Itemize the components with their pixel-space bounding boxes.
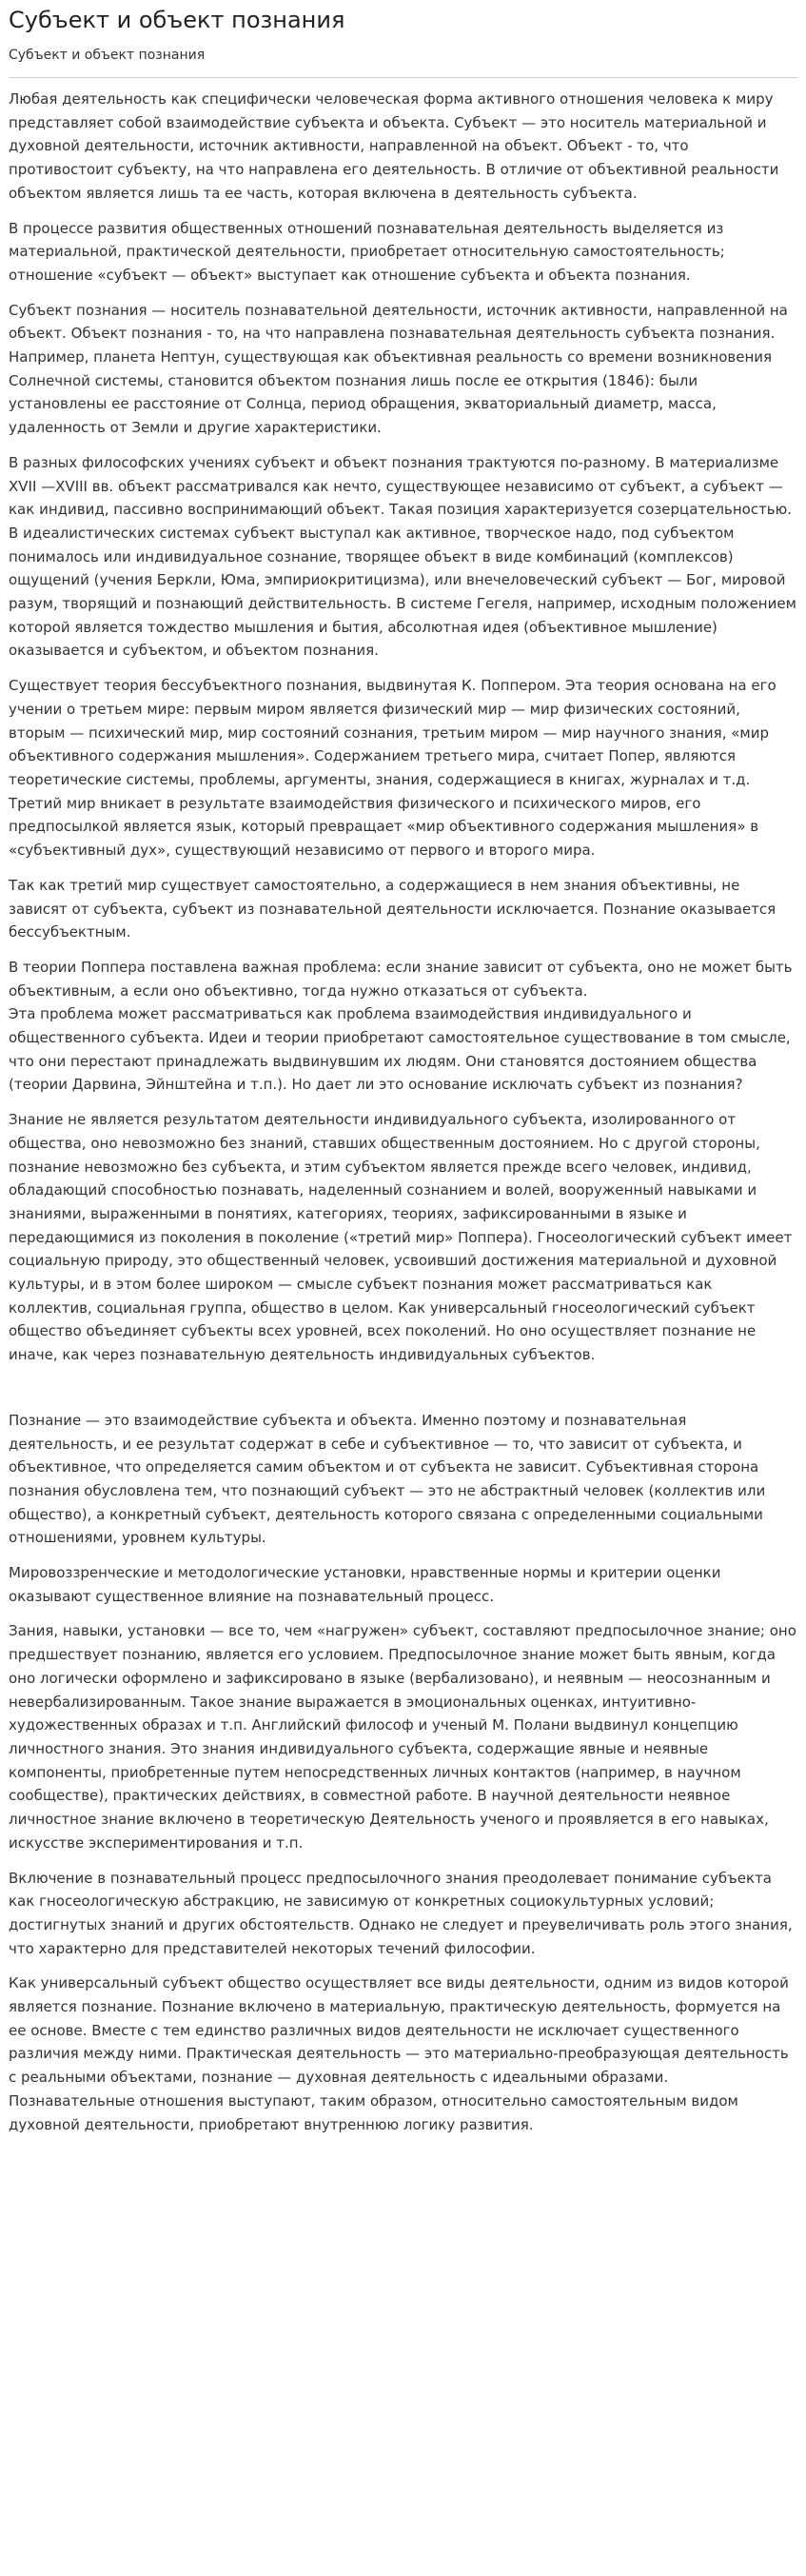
paragraph: Существует теория бессубъектного познания, выдвинутая К. Поппером. Эта теория основана на его учении о третьем мире: первым миром является физический мир — мир физических состояний, вторым — психический мир, мир состояний сознания, третьим миром — мир научного знания, «мир объективного содержания мышления». Содержанием третьего мира, считает Попер, являются теоретические системы, проблемы, аргументы, знания, содержащиеся в книгах, журналах и т.д. Третий мир вникает в результате взаимодействия физического и психического миров, его предпосылкой является язык, который превращает «мир объективного содержания мышления» в «субъективный дух», существующий независимо от первого и второго мира. bbox=[9, 677, 777, 860]
paragraph: Как универсальный субъект общество осуществляет все виды деятельности, одним из видов которой является познание. Познание включено в материальную, практическую деятельность, формуется на ее основе. Вместе с тем единство различных видов деятельности не исключает существенного различия между ними. Практическая деятельность — это материально-преобразующая деятельность с реальными объектами, познание — духовная деятельность с идеальными образами. Познавательные отношения выступают, таким образом, относительно самостоятельным видом духовной деятельности, приобретают внутреннюю логику развития. bbox=[9, 1974, 789, 2133]
paragraph: Субъект познания — носитель познавательной деятельности, источник активности, направленной на объект. Объект познания - то, на что направлена познавательная деятельность субъекта познания. Например, планета Нептун, существующая как объективная реальность со времени возникновения Солнечной системы, становится объектом познания лишь после ее открытия (1846): были установлены ее расстояние от Солнца, период обращения, экваториальный диаметр, масса, удаленность от Земли и другие характеристики. bbox=[9, 301, 788, 437]
article-subtitle: Субъект и объект познания bbox=[9, 48, 206, 63]
paragraph: Мировоззренческие и методологические установки, нравственные нормы и критерии оценки оказывают существенное влияние на познавательный процесс. bbox=[9, 1564, 721, 1605]
paragraph: Знание не является результатом деятельности индивидуального субъекта, изолированного от общества, оно невозможно без знаний, ставших общественным достоянием. Но с другой стороны, познание невозможно без субъекта, и этим субъектом является прежде всего человек, индивид, обладающий способностью познавать, наделенный сознанием и волей, вооруженный навыками и знаниями, выраженными в понятиях, категориях, теориях, зафиксированными в языке и передающимися из поколения в поколение («третий мир» Поппера). Гносеологический субъект имеет социальную природу, это общественный человек, усвоивший достижения материальной и духовной культуры, и в этом более широком — смысле субъект познания может рассматриваться как коллектив, социальная группа, общество в целом. Как универсальный гносеологический субъект общество объединяет субъекты всех уровней, всех поколений. Но оно осуществляет познание не иначе, как через познавательную деятельность индивидуальных субъектов. bbox=[9, 1111, 793, 1364]
page-title: Субъект и объект познания bbox=[9, 7, 345, 33]
paragraph: Включение в познавательный процесс предпосылочного знания преодолевает понимание субъекта как гносеологическую абстракцию, не зависимую от конкретных социокультурных условий; достигнутых знаний и других обстоятельств. Однако не следует и преувеличивать роль этого знания, что характерно для представителей некоторых течений философии. bbox=[9, 1869, 793, 1957]
paragraph: Познание — это взаимодействие субъекта и объекта. Именно поэтому и познавательная деятельность, и ее результат содержат в себе и субъективное — то, что зависит от субъекта, и объективное, что определяется самим объектом и от субъекта не зависит. Субъективная сторона познания обусловлена тем, что познающий субъект — это не абстрактный человек (коллектив или общество), а конкретный субъект, деятельность которого связана с определенными социальными отношениями, уровнем культуры. bbox=[9, 1411, 766, 1547]
paragraph: Зания, навыки, установки — все то, чем «нагружен» субъект, составляют предпосылочное знание; оно предшествует познанию, является его условием. Предпосылочное знание может быть явным, когда оно логически оформлено и зафиксировано в языке (вербализовано), и неявным — неосознанным и невербализированным. Такое знание выражается в эмоциональных оценках, интуитивно-художественных образах и т.п. Английский философ и ученый М. Полани выдвинул концепцию личностного знания. Это знания индивидуального субъекта, содержащие явные и неявные компоненты, приобретенные путем непосредственных личных контактов (например, в научном сообществе), практических действиях, в совместной работе. В научной деятельности неявное личностное знание включено в теоретическую Деятельность ученого и проявляется в его навыках, искусстве экспериментирования и т.п. bbox=[9, 1622, 796, 1852]
paragraph: Эта проблема может рассматриваться как проблема взаимодействия индивидуального и общественного субъекта. Идеи и теории приобретают самостоятельное существование в том смысле, что они перестают принадлежать выдвинувшим их людям. Они становятся достоянием общества (теории Дарвина, Эйнштейна и т.п.). Но дает ли это основание исключать субъект из познания? bbox=[9, 1005, 791, 1094]
paragraph: В теории Поппера поставлена важная проблема: если знание зависит от субъекта, оно не может быть объективным, а если оно объективно, тогда нужно отказаться от субъекта. bbox=[9, 958, 793, 1000]
paragraph: В разных философских учениях субъект и объект познания трактуются по-разному. В материализме XVII —XVIII вв. объект рассматривался как нечто, существующее независимо от субъект, а субъект — как индивид, пассивно воспринимающий объект. Такая позиция характеризуется созерцательностью. В идеалистических системах субъект выступал как активное, творческое надо, под субъектом понималось или индивидуальное сознание, творящее объект в виде комбинаций (комплексов) ощущений (учения Беркли, Юма, эмпириокритицизма), или внечеловеческий субъект — Бог, мировой разум, творящий и познающий действительность. В системе Гегеля, например, исходным положением которой является тождество мышления и бытия, абсолютная идея (объективное мышление) оказывается и субъектом, и объектом познания. bbox=[9, 453, 796, 660]
paragraph: Любая деятельность как специфически человеческая форма активного отношения человека к миру представляет собой взаимодействие субъекта и объекта. Субъект — это носитель материальной и духовной деятельности, источник активности, направленной на объект. Объект - то, что противостоит субъекту, на что направлена его деятельность. В отличие от объективной реальности объектом является лишь та ее часть, которая включена в деятельность субъекта. bbox=[9, 90, 779, 202]
paragraph: Так как третий мир существует самостоятельно, а содержащиеся в нем знания объективны, не зависят от субъекта, субъект из познавательной деятельности исключается. Познание оказывается бессубъектным. bbox=[9, 876, 777, 941]
article bbox=[0, 6, 806, 2136]
paragraph: В процессе развития общественных отношений познавательная деятельность выделяется из материальной, практической деятельности, приобретает относительную самостоятельность; отношение «субъект — объект» выступает как отношение субъекта и объекта познания. bbox=[9, 219, 725, 284]
title-divider bbox=[9, 77, 797, 78]
